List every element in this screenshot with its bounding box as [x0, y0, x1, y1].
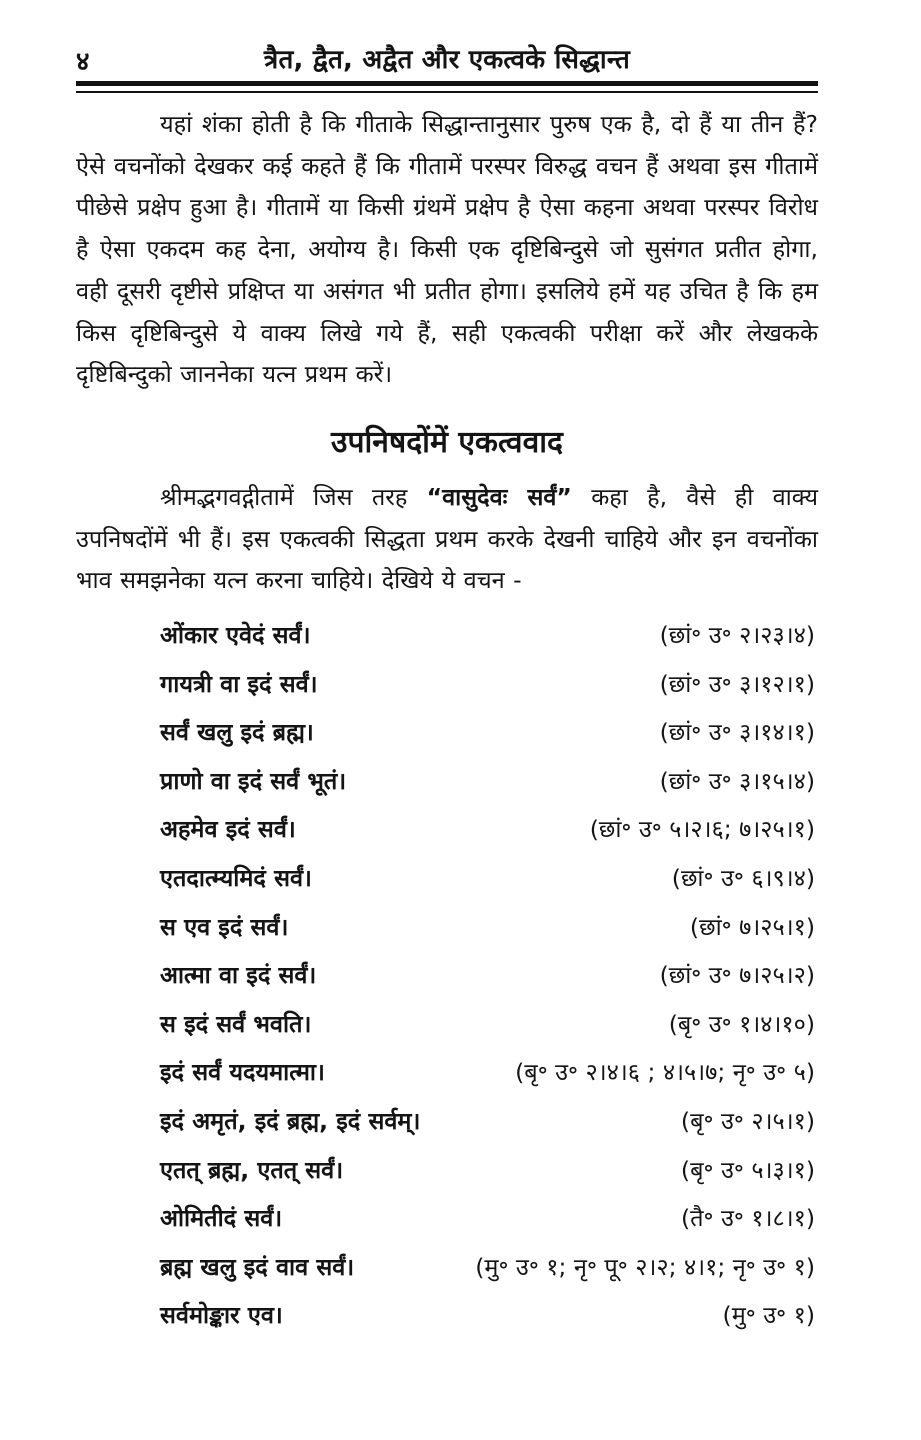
- quotation-row: [160, 1244, 815, 1293]
- quotation-reference: (बृ॰ उ॰ २।५।१): [680, 1106, 815, 1135]
- quotation-reference: (छां॰ उ॰ ७।२५।२): [659, 961, 815, 990]
- body-paragraph: [76, 477, 818, 602]
- quotation-text: सर्वं खलु इदं ब्रह्म।: [160, 718, 314, 747]
- quotation-text: अहमेव इदं सर्वं।: [160, 815, 296, 844]
- quotation-text: एतदात्म्यमिदं सर्वं।: [160, 863, 312, 892]
- section-heading: उपनिषदोंमें एकत्ववाद: [331, 425, 563, 460]
- quotation-row: [160, 1292, 815, 1341]
- quotation-row: [160, 1001, 815, 1050]
- quotation-row: [160, 1195, 815, 1244]
- page-header: [76, 34, 818, 80]
- quotation-row: [160, 661, 815, 710]
- quotation-reference: (बृ॰ उ॰ १।४।१०): [668, 1009, 815, 1038]
- quotation-text: इदं अमृतं, इदं ब्रह्म, इदं सर्वम्।: [160, 1106, 421, 1135]
- quotation-text: स एव इदं सर्वं।: [160, 912, 289, 941]
- quotation-reference: (छां॰ उ॰ ६।९।४): [671, 863, 815, 892]
- quotation-text: ओंकार एवेदं सर्वं।: [160, 621, 311, 649]
- quotation-row: [160, 855, 815, 904]
- quotation-list: [160, 612, 815, 1341]
- quotation-row: [160, 806, 815, 855]
- paragraph-text-end: कहा है, वैसे ही वाक्य उपनिषदोंमें भी हैं। इस एकत्वकी सिद्धता प्रथम करके देखनी चाहिये और इन वचनोंका भाव समझनेका यत्न करना चाहिये। देखिये ये वचन -: [76, 483, 818, 595]
- header-rule-thick: [76, 81, 818, 86]
- quotation-reference: (छां॰ उ॰ २।२३।४): [659, 621, 815, 649]
- quotation-text: प्राणो वा इदं सर्वं भूतं।: [160, 766, 347, 795]
- quotation-text: गायत्री वा इदं सर्वं।: [160, 669, 318, 698]
- quotation-reference: (छां॰ उ॰ ३।१५।४): [659, 766, 815, 795]
- quotation-row: [160, 1098, 815, 1147]
- quotation-reference: (बृ॰ उ॰ ५।३।१): [680, 1155, 815, 1184]
- quoted-phrase: “वासुदेवः सर्वं”: [426, 483, 572, 511]
- header-rule-thin: [76, 91, 818, 93]
- running-title: त्रैत, द्वैत, अद्वैत और एकत्वके सिद्धान्त: [263, 45, 631, 75]
- quotation-row: [160, 709, 815, 758]
- intro-paragraph: यहां शंका होती है कि गीताके सिद्धान्तानुसार पुरुष एक है, दो हैं या तीन हैं? ऐसे वचनोंको देखकर कई कहते हैं कि गीतामें परस्पर विरुद्ध वचन हैं अथवा इस गीतामें पीछेसे प्रक्षेप हुआ है। गीतामें या किसी ग्रंथमें प्रक्षेप है ऐसा कहना अथवा परस्पर विरोध है ऐसा एकदम कह देना, अयोग्य है। किसी एक दृष्टिबिन्दुसे जो सुसंगत प्रतीत होगा, वही दूसरी दृष्टीसे प्रक्षिप्त या असंगत भी प्रतीत होगा। इसलिये हमें यह उचित है कि हम किस दृष्टिबिन्दुसे ये वाक्य लिखे गये हैं, सही एकत्वकी परीक्षा करें और लेखकके दृष्टिबिन्दुको जाननेका यत्न प्रथम करें।: [76, 110, 818, 389]
- quotation-text: स इदं सर्वं भवति।: [160, 1009, 312, 1038]
- quotation-reference: (मु॰ उ॰ १): [722, 1301, 815, 1330]
- quotation-text: एतत् ब्रह्म, एतत् सर्वं।: [160, 1155, 344, 1184]
- quotation-reference: (तै॰ उ॰ १।८।१): [680, 1204, 815, 1233]
- quotation-text: ओमितीदं सर्वं।: [160, 1204, 283, 1233]
- paragraph-text-start: श्रीमद्भगवद्गीतामें जिस तरह: [160, 483, 427, 511]
- quotation-reference: (मु॰ उ॰ १; नृ॰ पू॰ २।२; ४।१; नृ॰ उ॰ १): [475, 1252, 815, 1281]
- quotation-row: [160, 758, 815, 807]
- quotation-reference: (छां॰ उ॰ ३।१४।१): [659, 718, 815, 747]
- quotation-row: [160, 952, 815, 1001]
- quotation-text: आत्मा वा इदं सर्वं।: [160, 961, 317, 990]
- quotation-reference: (छां॰ ७।२५।१): [689, 912, 815, 941]
- quotation-reference: (छां॰ उ॰ ३।१२।१): [659, 669, 815, 698]
- quotation-row: [160, 904, 815, 953]
- page-number: ४: [76, 47, 90, 77]
- quotation-row: [160, 1049, 815, 1098]
- quotation-text: इदं सर्वं यदयमात्मा।: [160, 1058, 325, 1087]
- quotation-row: [160, 1147, 815, 1196]
- quotation-reference: (बृ॰ उ॰ २।४।६ ; ४।५।७; नृ॰ उ॰ ५): [515, 1058, 815, 1087]
- quotation-text: ब्रह्म खलु इदं वाव सर्वं।: [160, 1252, 355, 1281]
- quotation-row: [160, 612, 815, 661]
- quotation-reference: (छां॰ उ॰ ५।२।६; ७।२५।१): [589, 815, 815, 844]
- quotation-text: सर्वमोङ्कार एव।: [160, 1301, 283, 1330]
